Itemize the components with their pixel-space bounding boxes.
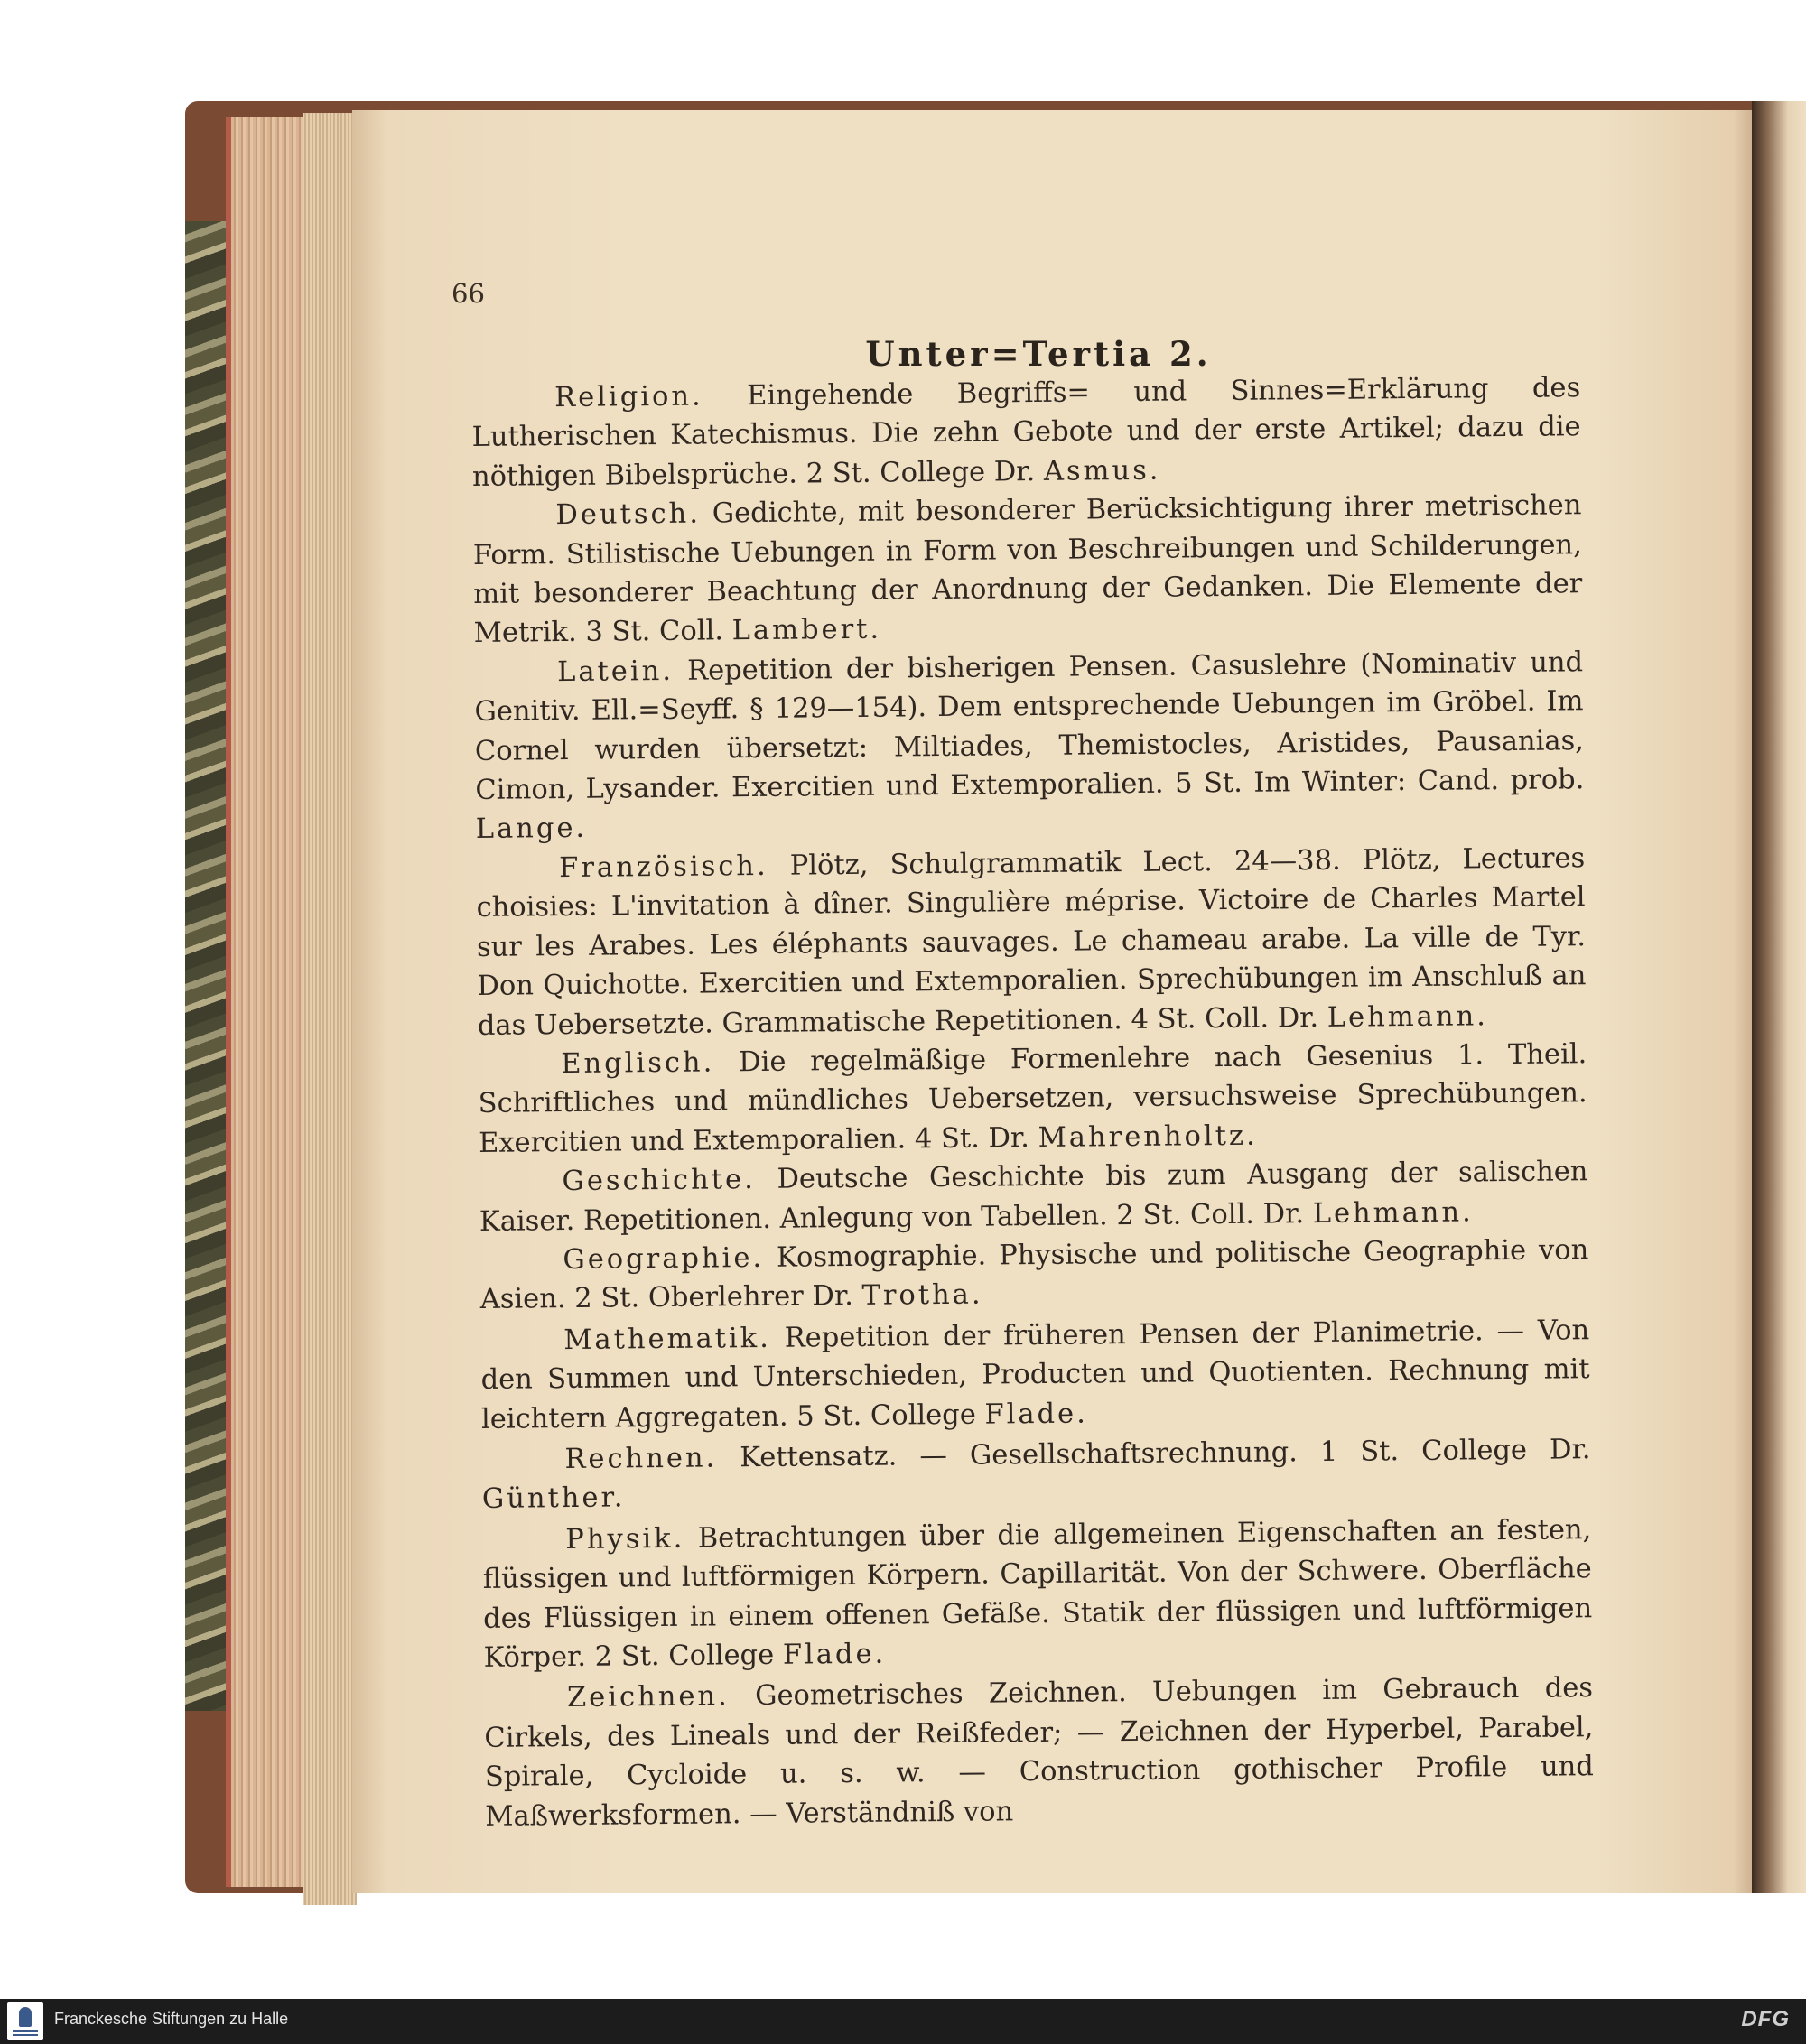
- paragraph-geschichte: [479, 1152, 1588, 1241]
- paragraph-deutsch: [472, 486, 1583, 653]
- subject-heading: Physik.: [565, 1522, 685, 1556]
- paragraph-text: Deutsche Geschichte bis zum Ausgang der salischen Kaiser. Repetitionen. Anlegung von Tabellen. 2 St. Coll. Dr.: [479, 1156, 1588, 1238]
- teacher-name: Lehmann.: [1312, 1195, 1474, 1230]
- paragraph-latein: [474, 643, 1585, 850]
- paragraph-text: Betrachtungen über die allgemeinen Eigenschaften an festen, flüssigen und luftförmigen Körpern. Capillarität. Von der Schwere. Oberfläche des Flüssigen in einem offenen Gefäße. Statik der flüssigen und luftförmigen Körper. 2 St. College: [482, 1513, 1593, 1674]
- subject-heading: Rechnen.: [564, 1442, 718, 1476]
- subject-heading: Latein.: [556, 655, 675, 688]
- teacher-name: Flade.: [984, 1398, 1089, 1431]
- subject-heading: Geographie.: [563, 1241, 765, 1277]
- paragraph-text: Plötz, Schulgrammatik Lect. 24—38. Plötz, Lectures choisies: L'invitation à dîner. Singulière méprise. Victoire de Charles Martel sur les Arabes. Les éléphants sauvages. Le chameau arabe. La ville de Tyr. Don Quichotte. Exercitien und Extemporalien. Sprechübungen im Anschluß an das Uebersetzte. Grammatische Repetitionen. 4 St. Coll. Dr.: [476, 842, 1587, 1042]
- teacher-name: Flade.: [782, 1638, 887, 1671]
- paragraph-text: Kettensatz. — Gesellschaftsrechnung. 1 St. College Dr.: [717, 1434, 1591, 1474]
- teacher-name: Asmus.: [1043, 454, 1161, 488]
- teacher-name: Günther.: [481, 1482, 626, 1516]
- paragraph-text: Repetition der früheren Pensen der Planimetrie. — Von den Summen und Unterschieden, Producten und Quotienten. Rechnung mit leichtern Aggregaten. 5 St. College: [480, 1314, 1590, 1435]
- subject-heading: Zeichnen.: [566, 1680, 730, 1714]
- subject-heading: Französisch.: [559, 850, 768, 884]
- page-fore-edge: [226, 117, 312, 1887]
- paragraph-rechnen: [481, 1430, 1591, 1519]
- institution-name[interactable]: Franckesche Stiftungen zu Halle: [54, 2010, 289, 2028]
- paragraph-physik: [482, 1510, 1593, 1677]
- dfg-logo[interactable]: DFG: [1741, 2007, 1790, 2031]
- page-stack: [303, 113, 357, 1905]
- paragraph-mathematik: [480, 1311, 1590, 1439]
- paragraph-religion: [471, 368, 1581, 497]
- teacher-name: Lambert.: [731, 614, 882, 647]
- paragraph-text: Kosmographie. Physische und politische Geographie von Asien. 2 St. Oberlehrer Dr.: [479, 1234, 1589, 1316]
- teacher-name: Lehmann.: [1327, 999, 1489, 1034]
- paragraph-zeichnen: [484, 1669, 1595, 1836]
- teacher-name: Lange.: [475, 813, 588, 846]
- teacher-name: Mahrenholtz.: [1038, 1120, 1258, 1154]
- body-text: [471, 368, 1594, 1836]
- page-title: Unter=Tertia 2.: [865, 334, 1212, 374]
- viewer-footer: [0, 1999, 1806, 2044]
- paragraph-text: Geometrisches Zeichnen. Uebungen im Gebrauch des Cirkels, des Lineals und der Reißfeder; — Zeichnen der Hyperbel, Parabel, Spirale, Cycloide u. s. w. — Construction gothischer Profile und Maßwerksformen. — Verständniß von: [484, 1672, 1594, 1833]
- subject-heading: Geschichte.: [562, 1164, 756, 1198]
- paragraph-text: Die regelmäßige Formenlehre nach Gesenius 1. Theil. Schriftliches und mündliches Uebersetzen, versuchsweise Sprechübungen. Exercitien und Extemporalien. 4 St. Dr.: [478, 1038, 1587, 1159]
- teacher-name: Trotha.: [861, 1278, 983, 1313]
- paragraph-geographie: [479, 1231, 1589, 1320]
- paragraph-text: Repetition der bisherigen Pensen. Casuslehre (Nominativ und Genitiv. Ell.=Seyff. § 129—154). Dem entsprechende Uebungen im Gröbel. Im Cornel wurden übersetzt: Miltiades, Themistocles, Aristides, Pausanias, Cimon, Lysander. Exercitien und Extemporalien. 5 St. Im Winter: Cand. prob.: [474, 646, 1585, 807]
- paragraph-text: Gedichte, mit besonderer Berücksichtigung ihrer metrischen Form. Stilistische Uebungen in Form von Beschreibungen und Schilderungen, mit besonderer Beachtung der Anordnung der Gedanken. Die Elemente der Metrik. 3 St. Coll.: [472, 489, 1583, 650]
- paragraph-franzoesisch: [476, 839, 1587, 1045]
- paragraph-englisch: [478, 1035, 1587, 1163]
- subject-heading: Englisch.: [561, 1046, 715, 1080]
- book-gutter: [1752, 101, 1806, 1893]
- paragraph-text: Eingehende Begriffs= und Sinnes=Erklärung des Lutherischen Katechismus. Die zehn Gebote und der erste Artikel; dazu die nöthigen Bibelsprüche. 2 St. College Dr.: [471, 372, 1581, 493]
- institution-logo-icon[interactable]: [7, 2002, 43, 2040]
- subject-heading: Deutsch.: [555, 497, 702, 532]
- subject-heading: Religion.: [554, 380, 703, 414]
- page-number: 66: [452, 278, 485, 309]
- subject-heading: Mathematik.: [563, 1322, 772, 1356]
